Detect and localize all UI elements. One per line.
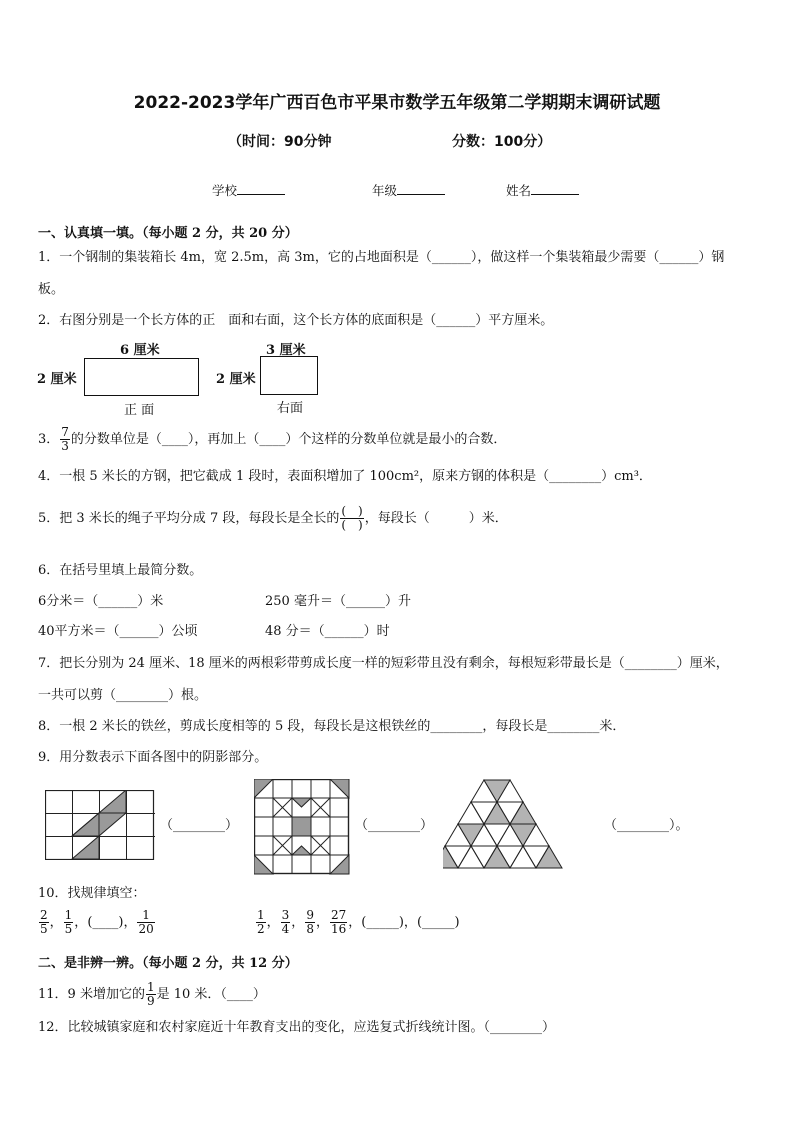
front-height-label: 2 厘米 bbox=[37, 372, 77, 387]
fraction-7-3: $\frac{7}{3}$ bbox=[61, 425, 69, 453]
triangle-cell bbox=[484, 780, 510, 802]
section-2-heading: 二、是非辨一辨。（每小题 2 分，共 12 分） bbox=[38, 956, 298, 971]
question-8: 8．一根 2 米长的铁丝，剪成长度相等的 5 段，每段长是这根铁丝的________，每段长是________米． bbox=[38, 719, 626, 734]
question-4: 4．一根 5 米长的方钢，把它截成 1 段时，表面积增加了 100cm²，原来方钢的体积是（________）cm³． bbox=[38, 469, 652, 484]
question-1-line1: 1．一个钢制的集装箱长 4m，宽 2.5m，高 3m，它的占地面积是（______），做这样一个集装箱最少需要（______）钢 bbox=[38, 250, 725, 265]
triangle-cell bbox=[484, 802, 510, 824]
triangle-cell bbox=[484, 846, 510, 868]
triangle-cell bbox=[536, 846, 562, 868]
question-6b: 250 毫升＝（______）升 bbox=[265, 594, 411, 609]
triangle-cell bbox=[510, 846, 536, 868]
question-6c: 40平方米＝（______）公顷 bbox=[38, 624, 198, 639]
score-label: 分数：100分） bbox=[452, 134, 552, 150]
question-7-line1: 7．把长分别为 24 厘米、18 厘米的两根彩带剪成长度一样的短彩带且没有剩余，每根短彩带最长是（________）厘米， bbox=[38, 656, 729, 671]
triangle-cell bbox=[458, 802, 484, 824]
figure-triangle-trapezoid bbox=[443, 776, 603, 870]
question-2: 2．右图分别是一个长方体的正 面和右面，这个长方体的底面积是（______）平方厘米。 bbox=[38, 313, 554, 328]
front-face-label: 正 面 bbox=[124, 403, 155, 418]
triangle-cell bbox=[458, 846, 484, 868]
figure-2-answer[interactable]: （________） bbox=[355, 818, 434, 833]
question-6d: 48 分＝（______）时 bbox=[265, 624, 390, 639]
question-12: 12．比较城镇家庭和农村家庭近十年教育支出的变化，应选复式折线统计图。（________） bbox=[38, 1020, 556, 1035]
right-face-label: 右面 bbox=[277, 401, 304, 416]
question-10: 10．找规律填空： bbox=[38, 886, 146, 901]
question-5: 5．把 3 米长的绳子平均分成 7 段，每段长是全长的 $\frac{( )}{( )}$ ，每段长（ ）米． bbox=[38, 504, 508, 532]
question-6: 6．在括号里填上最简分数。 bbox=[38, 563, 203, 578]
sequence-1-blank[interactable]: (____) bbox=[87, 915, 124, 930]
figure-square-grid bbox=[254, 779, 350, 875]
sequence-2-blank-1[interactable]: (_____) bbox=[361, 915, 404, 930]
front-width-label: 6 厘米 bbox=[120, 343, 160, 358]
question-1-line2: 板。 bbox=[38, 282, 65, 297]
sequence-2: $\frac{1}{2}$ ， $\frac{3}{4}$ ， $\frac{9}{8}$ ， $\frac{27}{16}$ ，(_____)，(_____) bbox=[257, 908, 460, 936]
fraction-blank: $\frac{( )}{( )}$ bbox=[341, 504, 363, 532]
front-face-rectangle bbox=[84, 358, 199, 396]
triangle-cell bbox=[484, 824, 510, 846]
figure-3-answer[interactable]: （________）。 bbox=[604, 818, 689, 833]
triangle-cell bbox=[510, 824, 536, 846]
question-11: 11．9 米增加它的 $\frac{1}{9}$ 是 10 米．（____） bbox=[38, 980, 266, 1008]
triangle-cell bbox=[510, 802, 536, 824]
section-1-heading: 一、认真填一填。（每小题 2 分，共 20 分） bbox=[38, 226, 298, 241]
time-label: （时间：90分钟 bbox=[228, 134, 332, 150]
right-height-label: 2 厘米 bbox=[216, 372, 256, 387]
figure-grid-shaded bbox=[45, 790, 155, 860]
right-width-label: 3 厘米 bbox=[266, 343, 306, 358]
question-6a: 6分米＝（______）米 bbox=[38, 594, 164, 609]
school-field[interactable]: 学校 bbox=[212, 181, 285, 199]
question-3: 3． $\frac{7}{3}$ 的分数单位是（____），再加上（____）个这样的分数单位就是最小的合数． bbox=[38, 425, 507, 453]
question-9: 9．用分数表示下面各图中的阴影部分。 bbox=[38, 750, 268, 765]
name-field[interactable]: 姓名 bbox=[506, 181, 579, 199]
sequence-2-blank-2[interactable]: (_____) bbox=[416, 915, 460, 930]
triangle-cell bbox=[458, 824, 484, 846]
grade-field[interactable]: 年级 bbox=[372, 181, 445, 199]
sequence-1: $\frac{2}{5}$ ， $\frac{1}{5}$ ，(____)， $\frac{1}{20}$ bbox=[40, 908, 154, 936]
figure-1-answer[interactable]: （________） bbox=[160, 818, 239, 833]
question-7-line2: 一共可以剪（________）根。 bbox=[38, 688, 208, 703]
page-title: 2022-2023学年广西百色市平果市数学五年级第二学期期末调研试题 bbox=[133, 93, 661, 113]
right-face-rectangle bbox=[260, 356, 318, 395]
